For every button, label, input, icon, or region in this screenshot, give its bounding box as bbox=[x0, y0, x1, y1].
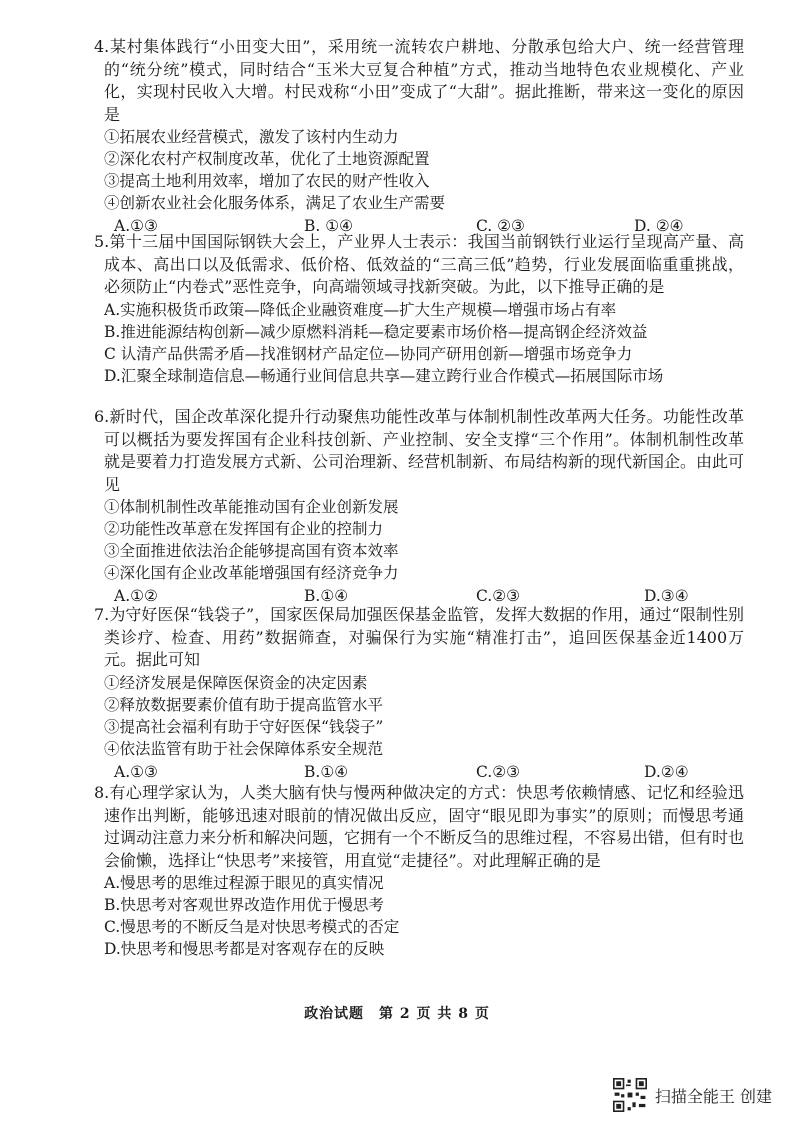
statement-4: ④依法监管有助于社会保障体系安全规范 bbox=[104, 739, 384, 758]
question-4 bbox=[94, 36, 744, 237]
option-a: A.实施积极货币政策—降低企业融资难度—扩大生产规模—增强市场占有率 bbox=[104, 300, 617, 319]
choice-a: A.①② bbox=[114, 587, 158, 605]
option-b: B.推进能源结构创新—减少原燃料消耗—稳定要素市场价格—提高钢企经济效益 bbox=[104, 322, 648, 341]
statement-1: ①体制机制性改革能推动国有企业创新发展 bbox=[104, 498, 399, 516]
question-stem: 4.某村集体践行“小田变大田”，采用统一流转农户耕地、分散承包给大户、统一经营管理的“统分统”模式，同时结合“玉米大豆复合种植”方式，推动当地特色农业规模化、产业化，实现村民收入大增。村民戏称“小田”变成了“大甜”。据此推断，带来这一变化的原因是 bbox=[94, 37, 744, 124]
qr-code-icon bbox=[613, 1078, 647, 1112]
question-number: 7. bbox=[94, 605, 110, 624]
statement-4: ④深化国有企业改革能增强国有经济竞争力 bbox=[104, 564, 399, 582]
statement-1: ①经济发展是保障医保资金的决定因素 bbox=[104, 673, 368, 692]
choice-a: A.①③ bbox=[114, 762, 158, 781]
statement-4: ④创新农业社会化服务体系，满足了农业生产需要 bbox=[104, 194, 446, 212]
option-c: C 认清产品供需矛盾—找准钢材产品定位—协同产研用创新—增强市场竞争力 bbox=[104, 344, 633, 363]
question-6 bbox=[94, 406, 745, 607]
question-8 bbox=[94, 782, 745, 960]
option-c: C.慢思考的不断反刍是对快思考模式的否定 bbox=[104, 918, 400, 936]
scanner-watermark bbox=[613, 1078, 772, 1112]
option-d: D.汇聚全球制造信息—畅通行业间信息共享—建立跨行业合作模式—拓展国际市场 bbox=[104, 366, 664, 385]
question-number: 4. bbox=[94, 37, 110, 56]
option-d: D.快思考和慢思考都是对客观存在的反映 bbox=[104, 940, 385, 958]
choice-d: D.②④ bbox=[644, 762, 689, 781]
choice-a: A.①③ bbox=[114, 217, 158, 235]
watermark-text: 扫描全能王 创建 bbox=[654, 1086, 772, 1106]
choice-b: B.①④ bbox=[304, 762, 349, 781]
question-number: 6. bbox=[94, 407, 110, 426]
question-stem: 5.第十三届中国国际钢铁大会上，产业界人士表示：我国当前钢铁行业运行呈现高产量、高成本、高出口以及低需求、低价格、低效益的“三高三低”趋势，行业发展面临重重挑战，必须防止“内卷式”恶性竞争，向高端领域寻找新突破。为此，以下推导正确的是 bbox=[94, 232, 744, 296]
choice-c: C.②③ bbox=[476, 762, 521, 781]
option-b: B.快思考对客观世界改造作用优于慢思考 bbox=[104, 896, 384, 914]
question-stem: 7.为守好医保“钱袋子”，国家医保局加强医保基金监管，发挥大数据的作用，通过“限制性别类诊疗、检查、用药”数据筛查，对骗保行为实施“精准打击”，追回医保基金近1400万元。据此可知 bbox=[94, 605, 744, 669]
statement-3: ③提高社会福利有助于守好医保“钱袋子” bbox=[104, 717, 384, 736]
question-number: 5. bbox=[94, 232, 110, 251]
statement-2: ②功能性改革意在发挥国有企业的控制力 bbox=[104, 520, 384, 538]
question-number: 8. bbox=[94, 783, 110, 802]
statement-3: ③全面推进依法治企能够提高国有资本效率 bbox=[104, 542, 399, 560]
choice-c: C. ②③ bbox=[476, 217, 525, 235]
page-footer: 政治试题 第 2 页 共 8 页 bbox=[304, 1006, 490, 1022]
choice-d: D. ②④ bbox=[634, 217, 684, 235]
option-a: A.慢思考的思维过程源于眼见的真实情况 bbox=[104, 874, 384, 892]
statement-3: ③提高土地利用效率，增加了农民的财产性收入 bbox=[104, 172, 430, 190]
statement-2: ②深化农村产权制度改革，优化了土地资源配置 bbox=[104, 150, 430, 168]
question-7 bbox=[94, 604, 744, 783]
choice-b: B. ①④ bbox=[304, 217, 354, 235]
question-stem: 8.有心理学家认为，人类大脑有快与慢两种做决定的方式：快思考依赖情感、记忆和经验迅速作出判断，能够迅速对眼前的情况做出反应，固守“眼见即为事实”的原则；而慢思考通过调动注意力来分析和解决问题，它拥有一个不断反刍的思维过程，不容易出错，但有时也会偷懒，选择让“快思考”来接管，用直觉“走捷径”。对此理解正确的是 bbox=[94, 783, 745, 870]
statement-2: ②释放数据要素价值有助于提高监管水平 bbox=[104, 695, 384, 714]
question-5 bbox=[94, 231, 744, 387]
choice-d: D.③④ bbox=[644, 587, 689, 605]
choice-c: C.②③ bbox=[476, 587, 521, 605]
choice-b: B.①④ bbox=[304, 587, 349, 605]
question-stem: 6.新时代，国企改革深化提升行动聚焦功能性改革与体制机制性改革两大任务。功能性改革可以概括为要发挥国有企业科技创新、产业控制、安全支撑“三个作用”。体制机制性改革就是要着力打造发展方式新、公司治理新、经营机制新、布局结构新的现代新国企。由此可见 bbox=[94, 407, 745, 494]
statement-1: ①拓展农业经营模式，激发了该村内生动力 bbox=[104, 128, 399, 146]
